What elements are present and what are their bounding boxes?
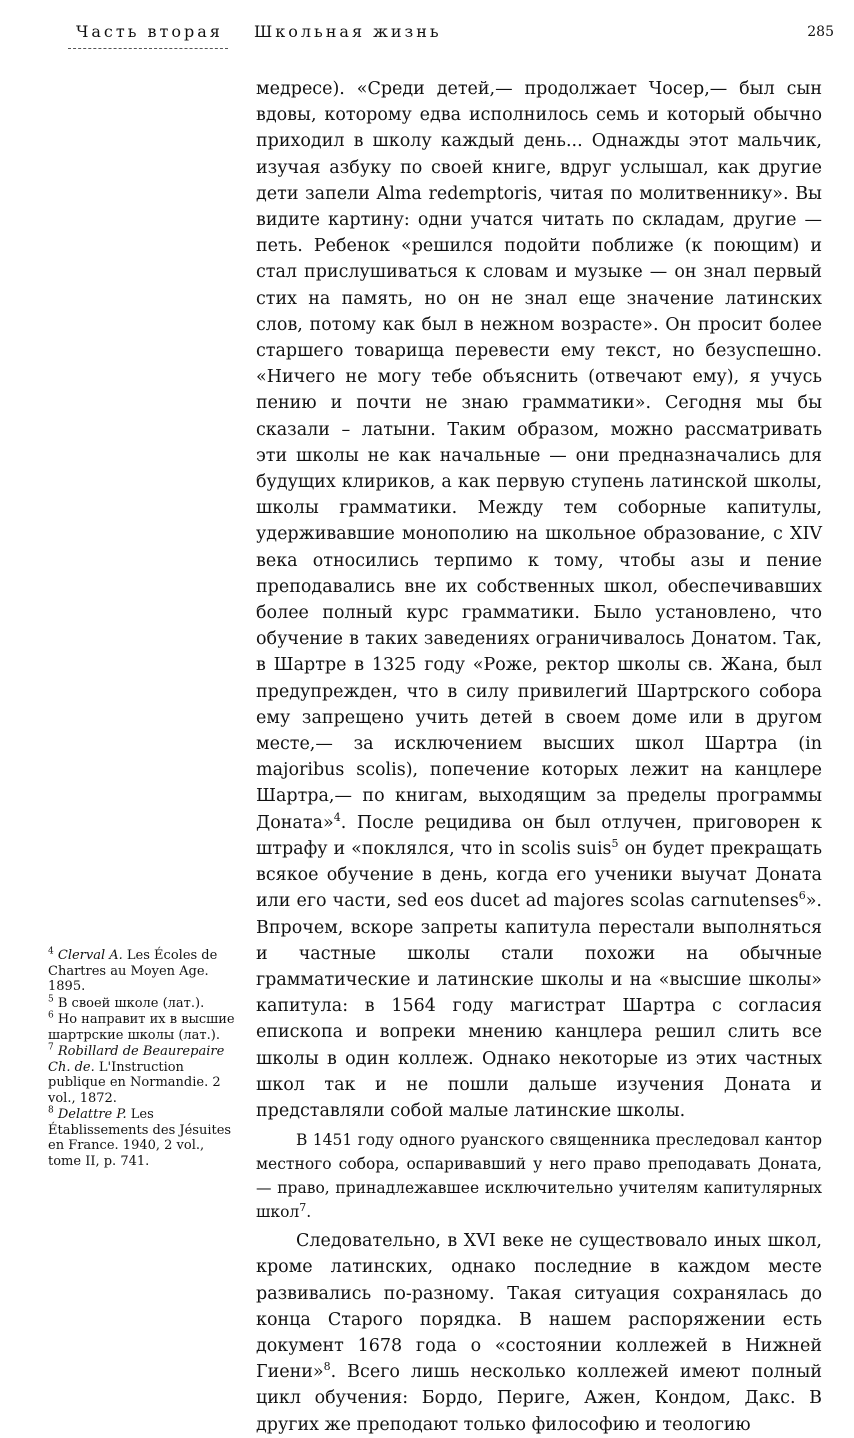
footnote-reference: 5 [611,837,619,851]
body-paragraph [256,76,822,1124]
footnote-number: 4 [48,946,54,957]
text-segment: ». Впрочем, вскоре запреты капитула перестали выполняться и частные школы стали похожи на обычные грамматические и латинские школы и на «высшие школы» капитула: в 1564 году магистрат Шартра с согласия епископа и вопреки мнению канцлера решил слить все школы в один коллеж. Однако некоторые из этих частных школ так и не пошли дальше изучения Доната и представляли собой малые латинские школы. [256,891,822,1121]
footnote [48,1012,238,1043]
body-paragraph [256,1128,822,1224]
footnote-number: 6 [48,1010,54,1021]
footnote-reference: 7 [299,1200,307,1214]
part-title: Часть вторая [76,22,223,41]
footnote [48,1044,238,1106]
footnote-reference: 6 [798,889,806,903]
footnote-reference: 4 [333,810,341,824]
main-text [256,76,822,1438]
footnote-text: В своей школе (лат.). [57,995,205,1011]
text-segment: . Всего лишь несколько коллежей имеют полный цикл обучения: Бордо, Периге, Ажен, Кондом, Дакс. В других же преподают только философию и теологию [256,1362,822,1435]
footnote [48,948,238,995]
footnote [48,996,238,1012]
text-segment: медресе). «Среди детей,— продолжает Чосер,— был сын вдовы, которому едва исполнилось семь и который обычно приходил в школу каждый день... Однажды этот мальчик, изучая азбуку по своей книге, вдруг услышал, как другие дети запели Alma redemptoris, читая по молитвеннику». Вы видите картину: одни учатся читать по складам, другие — петь. Ребенок «решился подойти поближе (к поющим) и стал прислушиваться к словам и музыке — он знал первый стих на память, но он не знал еще значение латинских слов, потому как был в нежном возрасте». Он просит более старшего товарища перевести ему текст, но безуспешно. «Ничего не могу тебе объяснить (отвечают ему), я учусь пению и почти не знаю грамматики». Сегодня мы бы сказали – латыни. Таким образом, можно рассматривать эти школы не как начальные — они предназначались для будущих клириков, а как первую ступень латинской школы, школы грамматики. Между тем соборные капитулы, удерживавшие монополию на школьное образование, с XIV века относились терпимо к тому, чтобы азы и пение преподавались вне их собственных школ, обеспечивавших более полный курс грамматики. Было установлено, что обучение в таких заведениях ограничивалось Донатом. Так, в Шартре в 1325 году «Роже, ректор школы св. Жана, был предупрежден, что в силу привилегий Шартрского собора ему запрещено учить детей в своем доме или в другом месте,— за исключением высших школ Шартра (in majoribus scolis), попечение которых лежит на канцлере Шартра,— по книгам, выходящим за пределы программы Доната» [256,79,822,833]
footnote-author: Robillard de Beaurepaire Ch. de. [48,1044,225,1075]
text-segment: он будет прекращать всякое обучение в день, когда его ученики выучат Доната или его части, sed eos ducet ad majores scolas carnutenses [256,838,822,912]
footnote-author: Clerval A. [57,948,123,963]
footnote-number: 8 [48,1105,54,1116]
header-rule [68,48,228,49]
text-segment: В 1451 году одного руанского священника преследовал кантор местного собора, оспаривавший у него право преподавать Доната,— право, принадлежавшее исключительно учителям капитулярных школ [256,1131,822,1222]
body-paragraph [256,1228,822,1438]
page-number: 285 [807,24,834,40]
footnote-number: 7 [48,1042,54,1053]
footnote-number: 5 [48,994,54,1005]
footnote [48,1107,238,1169]
text-segment: . После рецидива он был отлучен, приговорен к штрафу и «поклялся, что in scolis suis [256,812,822,859]
footnote-author: Delattre P. [57,1107,127,1122]
text-segment: . [306,1203,312,1222]
running-header [48,22,838,52]
footnote-text: Les Établissements des Jésuites en France. 1940, 2 vol., tome II, p. 741. [48,1107,232,1169]
chapter-title: Школьная жизнь [254,22,442,41]
footnote-reference: 8 [323,1360,331,1374]
footnote-text: Les Écoles de Chartres au Moyen Age. 1895. [48,948,218,994]
footnote-text: Но направит их в высшие шартрские школы (лат.). [48,1012,235,1043]
footnote-text: L'Instruction publique en Normandie. 2 vol., 1872. [48,1059,221,1106]
footnotes [48,948,238,1170]
text-segment: Следовательно, в XVI веке не существовало иных школ, кроме латинских, однако последние в каждом месте развивались по-разному. Такая ситуация сохранялась до конца Старого порядка. В нашем распоряжении есть документ 1678 года о «состоянии коллежей в Нижней Гиени» [256,1231,822,1383]
